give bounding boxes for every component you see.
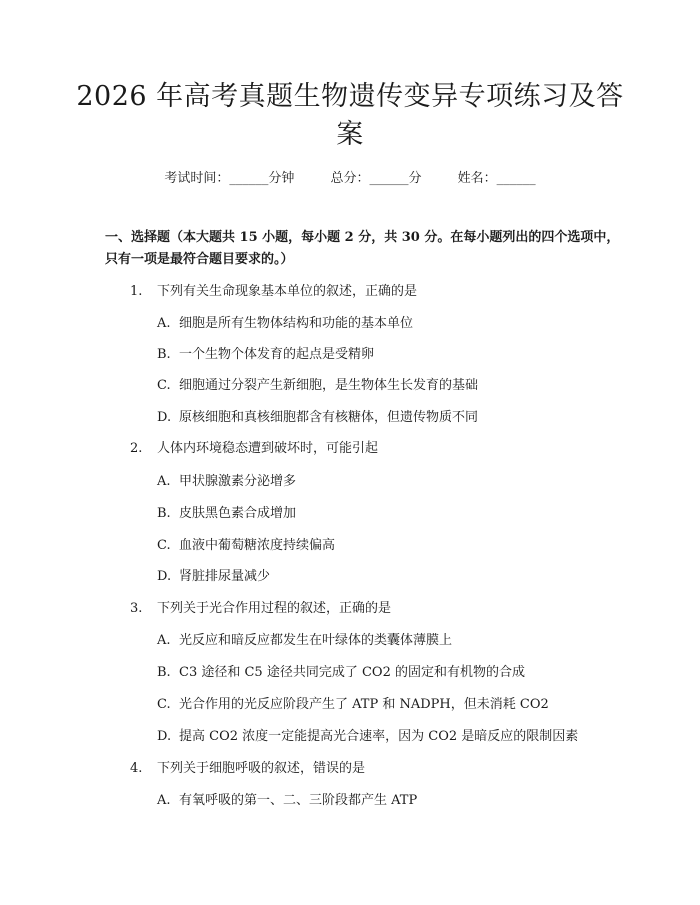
option-text: 细胞通过分裂产生新细胞，是生物体生长发育的基础 bbox=[179, 378, 479, 393]
option-text: 提高 CO2 浓度一定能提高光合速率，因为 CO2 是暗反应的限制因素 bbox=[179, 729, 579, 744]
option-text: 甲状腺激素分泌增多 bbox=[179, 474, 297, 489]
option-text: 一个生物个体发育的起点是受精卵 bbox=[179, 347, 375, 362]
option-letter: A. bbox=[157, 474, 171, 489]
question-2-option-d bbox=[157, 568, 270, 586]
question-1-option-a bbox=[157, 315, 413, 333]
question-3-option-d bbox=[157, 728, 578, 746]
option-letter: C. bbox=[157, 697, 171, 712]
option-letter: B. bbox=[157, 665, 171, 680]
question-3-option-a bbox=[157, 632, 452, 650]
question-3-option-c bbox=[157, 696, 549, 714]
question-text: 下列有关生命现象基本单位的叙述，正确的是 bbox=[157, 284, 418, 299]
total-score-field: 总分：______分 bbox=[330, 171, 422, 186]
option-text: 肾脏排尿量减少 bbox=[179, 569, 271, 584]
question-1-stem bbox=[130, 283, 417, 301]
question-3-option-b bbox=[157, 664, 525, 682]
option-text: 细胞是所有生物体结构和功能的基本单位 bbox=[179, 316, 414, 331]
question-4-stem bbox=[130, 760, 365, 778]
question-1-option-d bbox=[157, 409, 478, 427]
option-letter: D. bbox=[157, 729, 172, 744]
question-2-option-b bbox=[157, 505, 296, 523]
question-number: 2. bbox=[130, 441, 143, 456]
option-text: 皮肤黑色素合成增加 bbox=[179, 506, 297, 521]
question-3-stem bbox=[130, 600, 391, 618]
option-letter: D. bbox=[157, 569, 172, 584]
option-text: 血液中葡萄糖浓度持续偏高 bbox=[179, 538, 336, 553]
question-number: 3. bbox=[130, 601, 143, 616]
option-text: 有氧呼吸的第一、二、三阶段都产生 ATP bbox=[179, 793, 418, 808]
exam-meta bbox=[0, 170, 700, 188]
option-letter: B. bbox=[157, 347, 171, 362]
question-text: 下列关于光合作用过程的叙述，正确的是 bbox=[157, 601, 392, 616]
option-letter: A. bbox=[157, 316, 171, 331]
question-number: 4. bbox=[130, 761, 143, 776]
option-text: 光合作用的光反应阶段产生了 ATP 和 NADPH，但未消耗 CO2 bbox=[179, 697, 549, 712]
option-text: 光反应和暗反应都发生在叶绿体的类囊体薄膜上 bbox=[179, 633, 453, 648]
student-name-field: 姓名：______ bbox=[457, 171, 536, 186]
option-letter: A. bbox=[157, 633, 171, 648]
question-2-option-a bbox=[157, 473, 296, 491]
page-title: 2026 年高考真题生物遗传变异专项练习及答案 bbox=[76, 81, 624, 150]
option-letter: B. bbox=[157, 506, 171, 521]
question-2-option-c bbox=[157, 537, 335, 555]
option-letter: C. bbox=[157, 538, 171, 553]
exam-time-field: 考试时间：______分钟 bbox=[164, 171, 295, 186]
question-4-option-a bbox=[157, 792, 417, 810]
question-1-option-b bbox=[157, 346, 374, 364]
option-letter: D. bbox=[157, 410, 172, 425]
question-text: 下列关于细胞呼吸的叙述，错误的是 bbox=[157, 761, 366, 776]
option-text: C3 途径和 C5 途径共同完成了 CO2 的固定和有机物的合成 bbox=[179, 665, 525, 680]
section-header: 一、选择题（本大题共 15 小题，每小题 2 分，共 30 分。在每小题列出的四个选项中，只有一项是最符合题目要求的。） bbox=[105, 230, 620, 267]
option-text: 原核细胞和真核细胞都含有核糖体，但遗传物质不同 bbox=[179, 410, 479, 425]
option-letter: A. bbox=[157, 793, 171, 808]
question-2-stem bbox=[130, 440, 378, 458]
option-letter: C. bbox=[157, 378, 171, 393]
question-1-option-c bbox=[157, 377, 478, 395]
question-number: 1. bbox=[130, 284, 143, 299]
question-text: 人体内环境稳态遭到破坏时，可能引起 bbox=[157, 441, 379, 456]
